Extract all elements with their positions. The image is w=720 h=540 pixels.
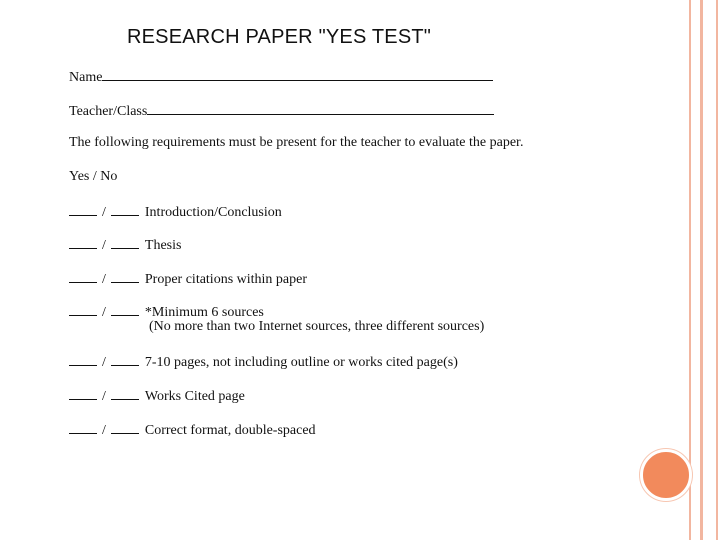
yes-blank	[69, 303, 97, 316]
no-blank	[111, 203, 139, 216]
checklist-item	[69, 353, 458, 371]
checklist-item	[69, 421, 316, 439]
yes-blank	[69, 236, 97, 249]
teacher-field	[69, 102, 494, 120]
checklist-label: Proper citations within paper	[144, 272, 308, 287]
decorative-border-line	[689, 0, 691, 540]
yes-blank	[69, 421, 97, 434]
name-label: Name	[69, 70, 103, 85]
no-blank	[111, 421, 139, 434]
checklist-item	[69, 236, 181, 254]
checklist-item	[69, 270, 307, 288]
yes-no-header: Yes / No	[69, 169, 118, 184]
yes-blank	[69, 203, 97, 216]
separator: /	[102, 272, 106, 287]
no-blank	[111, 353, 139, 366]
no-blank	[111, 303, 139, 316]
separator: /	[102, 305, 106, 320]
yes-blank	[69, 270, 97, 283]
teacher-label: Teacher/Class	[69, 104, 148, 119]
instruction-text: The following requirements must be present for the teacher to evaluate the paper.	[69, 135, 524, 150]
name-blank	[102, 68, 493, 81]
no-blank	[111, 387, 139, 400]
checklist-label: *Minimum 6 sources	[144, 305, 264, 320]
checklist-item	[69, 203, 282, 221]
name-field	[69, 68, 493, 86]
checklist-item	[69, 387, 245, 405]
no-blank	[111, 270, 139, 283]
checklist-label: Correct format, double-spaced	[144, 423, 316, 438]
checklist-note: (No more than two Internet sources, three different sources)	[149, 319, 485, 334]
checklist-label: Works Cited page	[144, 389, 245, 404]
separator: /	[102, 355, 106, 370]
separator: /	[102, 423, 106, 438]
separator: /	[102, 205, 106, 220]
checklist-label: 7-10 pages, not including outline or works cited page(s)	[144, 355, 458, 370]
decorative-circle	[640, 449, 692, 501]
separator: /	[102, 238, 106, 253]
checklist-label: Thesis	[144, 238, 182, 253]
yes-blank	[69, 387, 97, 400]
yes-blank	[69, 353, 97, 366]
teacher-blank	[147, 102, 494, 115]
no-blank	[111, 236, 139, 249]
document-title: RESEARCH PAPER "YES TEST"	[127, 26, 432, 48]
checklist-label: Introduction/Conclusion	[144, 205, 282, 220]
decorative-border-line	[700, 0, 703, 540]
separator: /	[102, 389, 106, 404]
decorative-border-line	[716, 0, 718, 540]
